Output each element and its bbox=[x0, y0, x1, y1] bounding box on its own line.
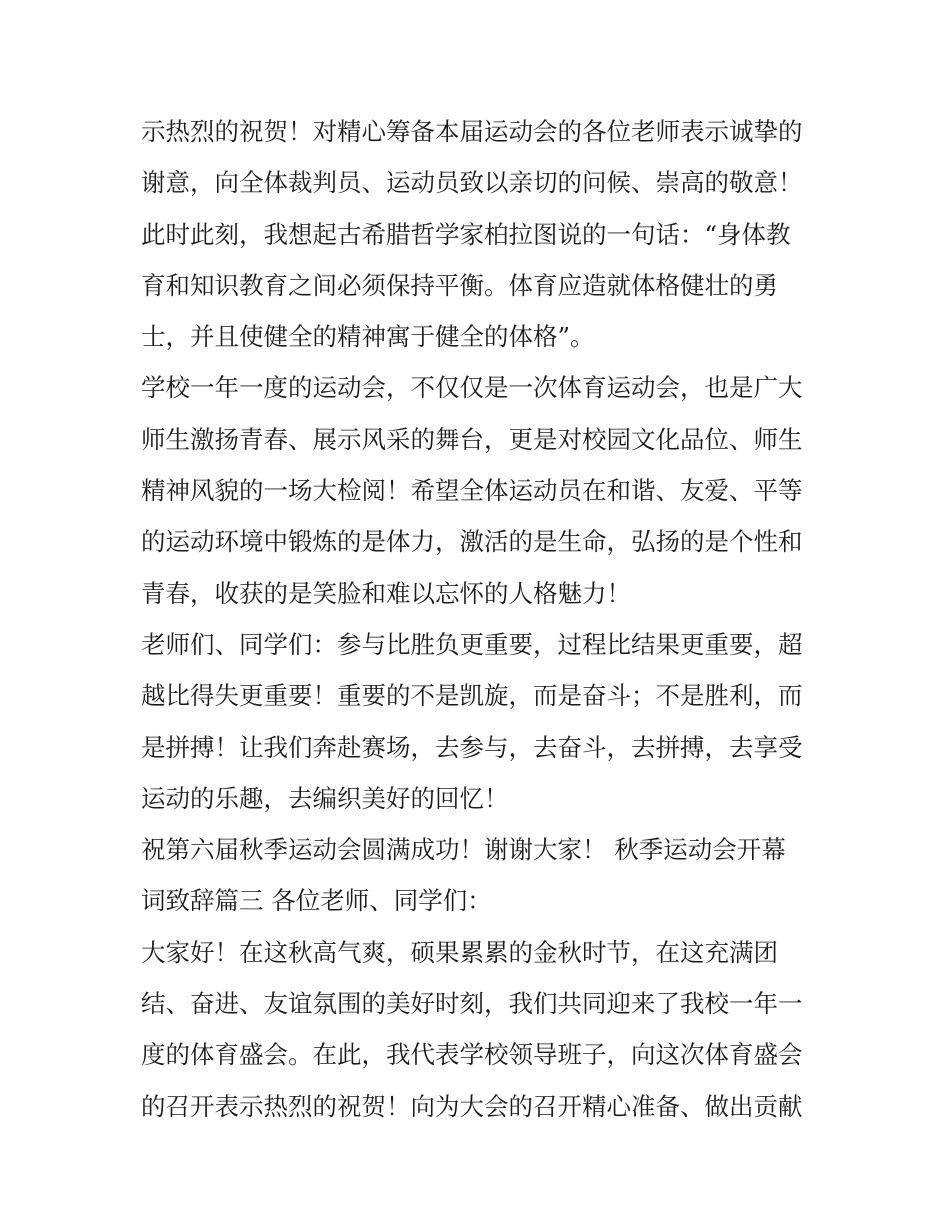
text-line: 运动的乐趣，去编织美好的回忆！ bbox=[141, 783, 509, 813]
text-line: 示热烈的祝贺！对精心筹备本届运动会的各位老师表示诚挚的 bbox=[141, 117, 803, 146]
text-line: 结、奋进、友谊氛围的美好时刻，我们共同迎来了我校一年一 bbox=[141, 989, 803, 1019]
text-line: 士，并且使健全的精神寓于健全的体格”。 bbox=[141, 322, 595, 352]
document-body-text bbox=[141, 106, 821, 1132]
text-line: 谢意，向全体裁判员、运动员致以亲切的问候、崇高的敬意！ bbox=[141, 168, 803, 198]
text-line: 的召开表示热烈的祝贺！向为大会的召开精心准备、做出贡献 bbox=[141, 1091, 803, 1121]
text-line: 此时此刻，我想起古希腊哲学家柏拉图说的一句话：“身体教 bbox=[141, 219, 791, 249]
text-line: 育和知识教育之间必须保持平衡。体育应造就体格健壮的勇 bbox=[141, 270, 778, 300]
text-line: 师生激扬青春、展示风采的舞台，更是对校园文化品位、师生 bbox=[141, 424, 803, 454]
text-line: 大家好！在这秋高气爽，硕果累累的金秋时节，在这充满团 bbox=[141, 937, 778, 967]
text-line: 是拼搏！让我们奔赴赛场，去参与，去奋斗，去拼搏，去享受 bbox=[141, 732, 803, 762]
text-line: 学校一年一度的运动会，不仅仅是一次体育运动会，也是广大 bbox=[141, 373, 803, 403]
text-line: 老师们、同学们：参与比胜负更重要，过程比结果更重要，超 bbox=[141, 629, 803, 659]
text-line: 的运动环境中锻炼的是体力，激活的是生命，弘扬的是个性和 bbox=[141, 527, 803, 557]
text-line: 祝第六届秋季运动会圆满成功！谢谢大家！ 秋季运动会开幕 bbox=[141, 835, 786, 865]
text-line: 词致辞篇三 各位老师、同学们： bbox=[141, 886, 492, 916]
text-line: 度的体育盛会。在此，我代表学校领导班子，向这次体育盛会 bbox=[141, 1040, 803, 1070]
text-line: 越比得失更重要！重要的不是凯旋，而是奋斗；不是胜利，而 bbox=[141, 681, 803, 711]
text-line: 精神风貌的一场大检阅！希望全体运动员在和谐、友爱、平等 bbox=[141, 476, 803, 506]
text-line: 青春，收获的是笑脸和难以忘怀的人格魅力！ bbox=[141, 578, 631, 608]
